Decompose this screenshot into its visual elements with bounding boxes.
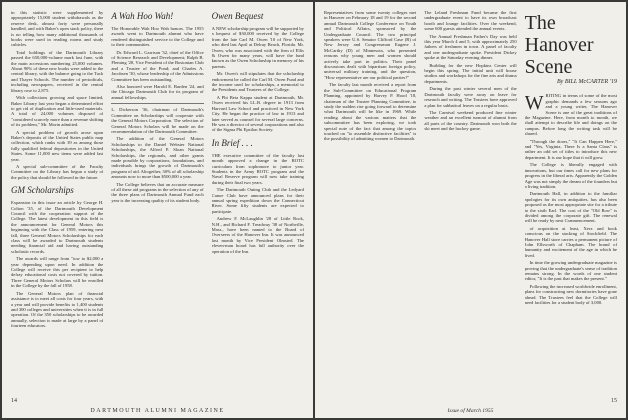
paragraph: The faculty last month received a report from the Sub-Committee on Educational Program Planning, appointed by Harvey P. Hood '18, chairman of the Trustee Planning Committee, to study the sudden rise going forward to determine what Dartmouth will be like in 1969. While reading about the various matters that the subcommittee has been exploring, we took special note of the fact that among the topics touched on "to assemble distinctive facilities" is the possibility of admitting women to Dartmouth. — [324, 82, 417, 142]
paragraph: Andrew F. McLaughlin '28 of Little Rock, N.H., and Richard F. Treadway '38 of Northville, Mass., have been named to the Board of Overseers of the Hanover Inn. It was announced last month by Vice President Olmsted. The eleven-man board has full authority over the operation of the Inn. — [211, 216, 304, 254]
left-column-3 — [212, 10, 304, 394]
paragraph: The Honorable Wah Hoo Wah honors. The 1955 awards went to Dartmouth alumni who have rendered distinguished service to the College and to their communities. — [111, 26, 204, 48]
paragraph: The addition of the General Motors Scholarships to the Daniel Webster National Scholarships, the Alfred P. Sloan National Scholarships, the regionals, and other grants made possible by corporations, foundations, and individuals brings the growth of Dartmouth's program of aid. Altogether, 30% of all scholarship amounts now to more than $500,000 a year. — [111, 136, 204, 180]
paragraph-text: RITING in terms of some of the most graphic demands a few seasons ago and a young writer, The Hanover Scene is one of the great traditions of the Magazine. Here, from month to month, we shall attempt to describe life and doings on the campus. Before long the writing task will be shared. — [524, 93, 617, 137]
paragraph: The General Motors plan of financial assistance is to meet all costs for four years, with a year and will provide benefits to 1,400 students and 300 colleges and universities when it is in full operation. Of the 350 scholarships to be awarded annually, selection is made at large by a panel of fourteen educators. — [11, 290, 104, 329]
paragraph: Also honored were Harold E. Barden '24, and the Chicago Dartmouth Club for its program of annual fellowships. — [111, 84, 204, 100]
paragraph: Building for the new Hopkins Center will begin this spring. The initial unit will house studios and workshops for the fine arts and drama departments. — [424, 62, 517, 84]
paragraph: The College believes that an accurate measure of all these aid programs in the selection of any of the three plans of Dartmouth Annual Fund each year is the increasing quality of its student body. — [111, 181, 204, 203]
paragraph: The Annual Freshman Father's Day was held this year March 4 and 5, with approximately 250 fathers of freshmen in town. A panel of faculty and one undergraduate spoke. President Dickey spoke at the Saturday evening dinner. — [424, 33, 517, 61]
column-title-hanover-scene: The Hanover Scene — [524, 12, 594, 78]
section-heading-gm-scholarships: GM Scholarships — [11, 185, 74, 196]
paragraph: A special sub-committee of the Faculty Committee on the Library has begun a study of the policy that should be followed in the future. — [11, 163, 104, 180]
magazine-title: DARTMOUTH ALUMNI MAGAZINE — [90, 408, 225, 414]
right-page — [315, 2, 626, 418]
paragraph: A special problem of growth arose upon Baker's deposits of the United States public map collection, which ranks with 39 as among those fully qualified federal depositories in the United States. Some 11,000 new items were added last year. — [11, 129, 104, 162]
drop-cap: W — [524, 92, 544, 115]
paragraph: "Through the doors," "It Can Happen Here," and "Yes, Virginia, There Is a Santa Claus" is rather an odd set of titles to introduce this new department. It is our hope that it will grow. — [524, 138, 617, 160]
paragraph: The Carnival weekend produced fine winter weather and an excellent turnout of alumni from all parts of the country. Dartmouth won both the ski meet and the hockey game. — [424, 109, 517, 132]
section-heading-in-brief: In Brief . . . — [211, 137, 253, 148]
paragraph: With collections growing and space limited, Baker Library last year began a determined effort to get rid of duplication and little-used materials. A total of 24,000 volumes disposed of "considered scarcely more than a revenue shifting of its problem," Mr. Morin admitted. — [11, 95, 104, 128]
left-column-1 — [11, 10, 103, 394]
left-page — [2, 2, 313, 418]
paragraph: In time the growing undergraduate magazine is proving that the undergraduate's sense of tradition remains strong. In the words of one student editor, "It is the past that makes the present." — [524, 260, 617, 282]
paragraph: A NEW scholarship program will be supported by a bequest of $30,000 received by the College from the late Carl M. Owen '10 of New York, who died last April at Delray Beach, Florida. Mr. Owen, who was associated with the firm of Ellis & Owen for many years, will have the fund known as the Owen Scholarship in memory of his parents. — [211, 26, 304, 69]
section-heading-owen-bequest: Owen Bequest — [211, 11, 264, 21]
paragraph: The awards will range from "tow to $2,000 a year depending upon need. In addition the College will receive this per recipient to help defray educational costs not covered by tuition. Three General Motors Scholars will be enrolled in the College by the fall of 1958. — [11, 256, 104, 289]
paragraph: During the past winter several men of the Dartmouth faculty were away on leave for research and writing. The Trustees have approved a plan for sabbatical leaves on a regular basis. — [424, 86, 517, 108]
right-page-footer — [324, 392, 617, 414]
paragraph: The College is liberally engaged with innovations, but our times call for new plans for progress in the liberal arts. Apparently the Golden Age was not simply the dream of the founders but a living tradition. — [524, 162, 617, 189]
paragraph — [525, 93, 617, 136]
right-column-2 — [424, 10, 516, 394]
paragraph: Representatives from some twenty colleges met in Hanover on February 18 and 19 for the second annual Dartmouth College Conference on Youth and Political Affairs, sponsored by the Undergraduate Council. The two principal speakers were U.S. Senator Clifford Case (R) of New Jersey and Congressman Eugene J. McCarthy (D) of Minnesota, who presented reasons why young men and women should actively take part in politics. Their panel discussions dealt with bipartisan foreign policy, universal military training, and the question, "How representative are our political parties?" — [324, 10, 417, 80]
right-column-3 — [525, 10, 617, 394]
magazine-spread — [2, 2, 626, 418]
paragraph: Dartmouth Hall, in addition to the familiar apologies for its own antiquities, has also been proposed as the most appropriate site for a tribute to the sixth Earl. The cost of the "Old Row" is divided among the corporate gift. The renewal will be ready by next Commencement. — [524, 191, 617, 224]
divider — [111, 103, 203, 104]
paragraph: Mr. Owen's will stipulates that the scholarship endowment be called the Carl M. Owen Fund and the income used for scholarships, a memorial to the Presidents and Trustees of the College. — [211, 71, 304, 93]
paragraph: of acquisition at least, Xerx and book conscious on the stacking of Stockfield. The Hanover Hall store carries a permanent picture of John Ellsworth of Chapham. The brand of humanity and excitement of the age in which he lived. — [524, 225, 617, 258]
paragraph: THE executive committee of the faculty last month approved a change in the ROTC curriculum from sophomore to junior year. Students in the Army ROTC program and the Naval Reserve program will now take training during their final two years. — [211, 152, 304, 185]
left-page-footer — [11, 392, 304, 414]
paragraph: Expansion in this issue an article by George H. Colton '35, of the Dartmouth Development Council with the cooperation support of the College. The latest development in this field is the announcement for General Motors this beginning with the Class of 1959, entering next fall, three General Motors Scholarships for each class will be awarded to Dartmouth students needing financial aid and having outstanding scholastic records. — [11, 200, 104, 254]
paragraph: Total holdings of the Dartmouth Library passed the 650,000-volume mark last June, with the main accessions numbering 25,000 volumes. About 90% of these new books were added to the central library, with the balance going to the Tuck and Thayer Schools. The number of periodicals, including newspapers, received in the central library rose to 2,875. — [11, 49, 104, 93]
byline: By BILL McCARTER '19 — [556, 79, 617, 85]
paragraph: The Leland Freshman Fund became the first undergraduate event to have its own broadcast booth and lounge facilities. Over the weekend, some 600 guests attended the annual events. — [424, 10, 517, 32]
paragraph: Following the increased worldwide enrollment, plans for constructing new dormitories have gone ahead. The Trustees feel that the College will need facilities for a student body of 3,000. — [524, 283, 617, 306]
paragraph: in this statistic were supplemented by appropriately 15,000 student withdrawals as the reserve desk, almost forty were personally handled, and with Baker's open stack policy, there is no telling how many additional thousands of books were used in reading rooms and study cubicles. — [11, 10, 104, 48]
left-column-2 — [111, 10, 203, 394]
paragraph: The Dartmouth Outing Club and the Ledyard Canoe Club have announced plans for their annual spring expedition down the Connecticut River. Some fifty students are expected to participate. — [211, 187, 304, 214]
paragraph: Dr. Edward L. Garrison '32, chief of the Office of Science Research and Development; Ralph B. Fleming '28, Vice President of the Bostonian Club and a Trustee of the Pond; and Charles A. Jacobsen '30, whose leadership of the Admissions Committee has been outstanding. — [111, 49, 204, 82]
section-heading-wah-hoo-wah: A Wah Hoo Wah! — [111, 11, 174, 21]
paragraph: L. Dickerson '36, chairman of Dartmouth's Committee on Scholarships will cooperate with the General Motors Corporation. The selection of General Motors Scholars will be made on the recommendation of the Dartmouth Committee. — [111, 107, 204, 134]
paragraph: A Phi Beta Kappa student at Dartmouth, Mr. Owen received his LL.B. degree in 1913 from Harvard Law School and practiced in New York City. He began the practice of law in 1913 and later served as counsel for several large concerns. He was a director of several corporations and also of the Sigma Phi Epsilon Society. — [211, 94, 304, 133]
page-number: 14 — [11, 398, 17, 404]
issue-date: Issue of March 1955 — [447, 408, 494, 414]
right-column-1 — [324, 10, 416, 394]
page-number: 15 — [611, 398, 617, 404]
